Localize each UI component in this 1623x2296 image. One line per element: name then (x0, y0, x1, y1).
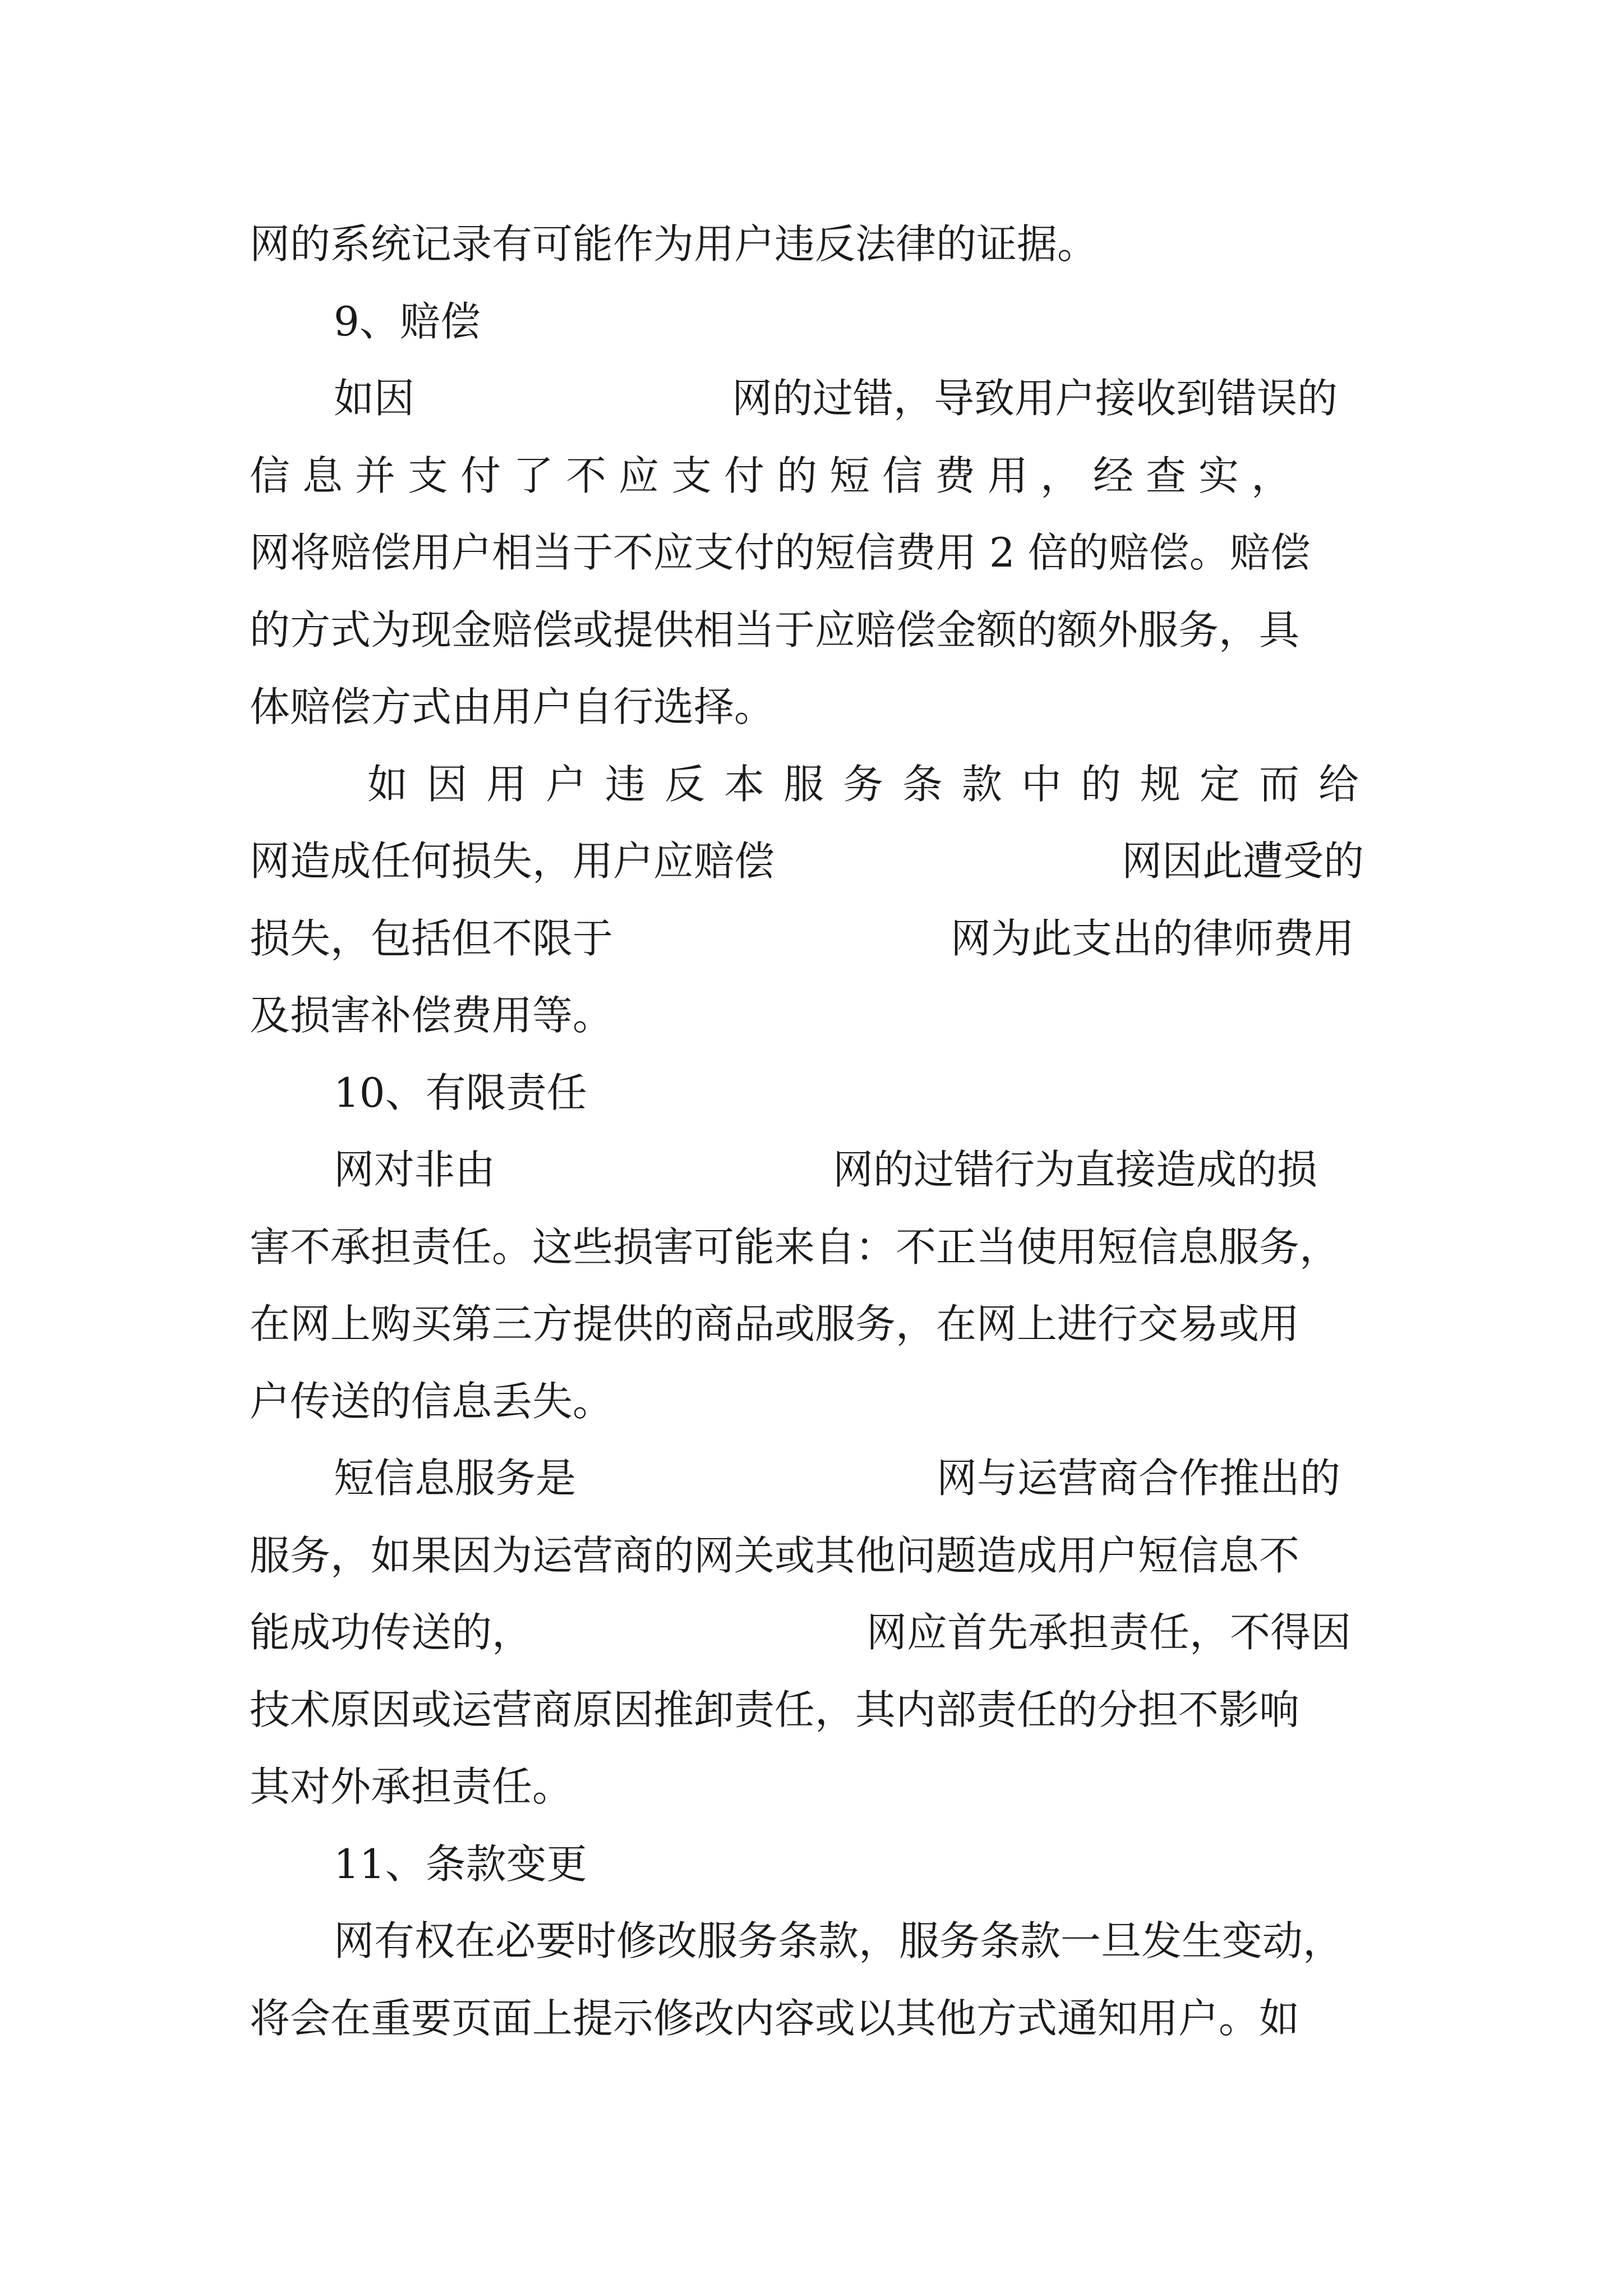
text-segment: 如因 (334, 375, 415, 422)
text-line: 服务，如果因为运营商的网关或其他问题造成用户短信息不 (250, 1532, 1300, 1579)
section-heading: 11、条款变更 (334, 1841, 587, 1888)
text-line: 及损害补偿费用等。 (250, 992, 614, 1039)
text-line: 其对外承担责任。 (250, 1763, 573, 1810)
section-heading: 10、有限责任 (334, 1069, 587, 1116)
text-segment: 损失，包括但不限于 (250, 915, 614, 962)
text-line (334, 1139, 1380, 1200)
text-line: 如因用户违反本服务条款中的规定而给 (367, 761, 1378, 808)
text-segment: 网因此遭受的 (1122, 838, 1364, 885)
text-line: 体赔偿方式由用户自行选择。 (250, 683, 775, 730)
text-segment: 能成功传送的， (250, 1609, 533, 1656)
text-line (334, 1447, 1380, 1509)
section-heading: 9、赔偿 (334, 298, 481, 345)
text-segment: 网应首先承担责任，不得因 (866, 1609, 1352, 1656)
text-segment: 网对非由 (334, 1146, 496, 1193)
text-line: 将会在重要页面上提示修改内容或以其他方式通知用户。如 (250, 1995, 1300, 2042)
text-segment: 网造成任何损失，用户应赔偿 (250, 838, 775, 885)
text-line: 害不承担责任。这些损害可能来自：不正当使用短信息服务， (250, 1223, 1340, 1271)
text-line-justified (250, 445, 1380, 507)
text-line: 网的系统记录有可能作为用户违反法律的证据。 (250, 220, 1098, 268)
text-segment: 网与运营商合作推出的 (937, 1455, 1341, 1502)
text-line (250, 908, 1380, 969)
text-segment: 信息并支付了不应支付的短信费用，经查实， (250, 452, 1304, 499)
text-line (250, 830, 1380, 892)
text-line (250, 1602, 1380, 1663)
text-segment: 网的过错，导致用户接收到错误的 (732, 375, 1338, 422)
text-segment: 网为此支出的律师费用 (951, 915, 1355, 962)
text-line (334, 367, 1380, 429)
text-line: 户传送的信息丢失。 (250, 1378, 614, 1425)
text-line: 在网上购买第三方提供的商品或服务，在网上进行交易或用 (250, 1300, 1300, 1347)
text-line: 网有权在必要时修改服务条款，服务条款一旦发生变动， (334, 1917, 1344, 1964)
text-line: 的方式为现金赔偿或提供相当于应赔偿金额的额外服务，具 (250, 606, 1300, 654)
text-segment: 网的过错行为直接造成的损 (833, 1146, 1318, 1193)
text-line: 网将赔偿用户相当于不应支付的短信费用 2 倍的赔偿。赔偿 (250, 529, 1311, 576)
text-segment: 短信息服务是 (334, 1455, 577, 1502)
text-line: 技术原因或运营商原因推卸责任，其内部责任的分担不影响 (250, 1686, 1300, 1733)
